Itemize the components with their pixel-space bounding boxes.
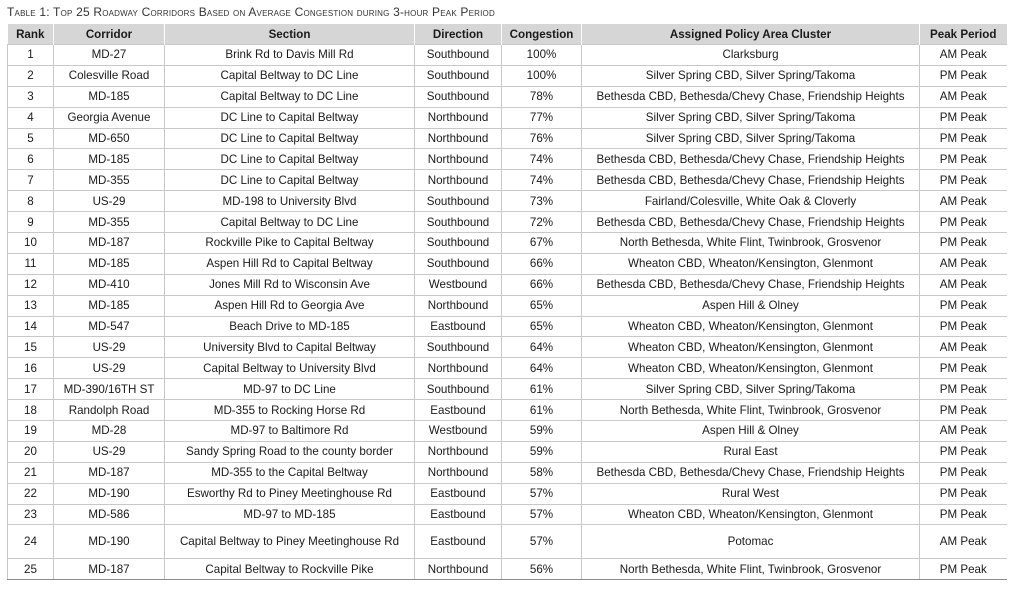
congestion-cell: 59% <box>502 441 582 462</box>
policy-area-cell: Silver Spring CBD, Silver Spring/Takoma <box>582 128 920 149</box>
peak-period-cell: PM Peak <box>920 462 1007 483</box>
direction-cell: Southbound <box>415 233 502 254</box>
column-header-rank: Rank <box>8 24 54 45</box>
congestion-cell: 65% <box>502 295 582 316</box>
column-header-corridor: Corridor <box>54 24 165 45</box>
peak-period-cell: PM Peak <box>920 295 1007 316</box>
table-row <box>8 400 1007 421</box>
section-cell: Jones Mill Rd to Wisconsin Ave <box>165 274 415 295</box>
policy-area-cell: North Bethesda, White Flint, Twinbrook, Grosvenor <box>582 233 920 254</box>
corridor-cell: MD-410 <box>54 274 165 295</box>
peak-period-cell: AM Peak <box>920 421 1007 442</box>
section-cell: Rockville Pike to Capital Beltway <box>165 233 415 254</box>
peak-period-cell: PM Peak <box>920 400 1007 421</box>
table-row <box>8 191 1007 212</box>
policy-area-cell: Potomac <box>582 525 920 559</box>
congestion-table <box>7 24 1007 580</box>
corridor-cell: MD-187 <box>54 559 165 580</box>
column-header-direction: Direction <box>415 24 502 45</box>
policy-area-cell: Wheaton CBD, Wheaton/Kensington, Glenmont <box>582 253 920 274</box>
table-row <box>8 253 1007 274</box>
section-cell: University Blvd to Capital Beltway <box>165 337 415 358</box>
corridor-cell: US-29 <box>54 441 165 462</box>
policy-area-cell: North Bethesda, White Flint, Twinbrook, Grosvenor <box>582 559 920 580</box>
corridor-cell: MD-185 <box>54 86 165 107</box>
policy-area-cell: Clarksburg <box>582 45 920 66</box>
table-row <box>8 170 1007 191</box>
corridor-cell: MD-355 <box>54 212 165 233</box>
peak-period-cell: AM Peak <box>920 45 1007 66</box>
policy-area-cell: Fairland/Colesville, White Oak & Cloverly <box>582 191 920 212</box>
policy-area-cell: Wheaton CBD, Wheaton/Kensington, Glenmont <box>582 337 920 358</box>
peak-period-cell: AM Peak <box>920 274 1007 295</box>
column-header-congestion: Congestion <box>502 24 582 45</box>
peak-period-cell: PM Peak <box>920 170 1007 191</box>
direction-cell: Eastbound <box>415 483 502 504</box>
congestion-cell: 100% <box>502 65 582 86</box>
direction-cell: Westbound <box>415 421 502 442</box>
congestion-cell: 57% <box>502 504 582 525</box>
policy-area-cell: Wheaton CBD, Wheaton/Kensington, Glenmont <box>582 358 920 379</box>
policy-area-cell: Aspen Hill & Olney <box>582 295 920 316</box>
table-row <box>8 441 1007 462</box>
table-row <box>8 316 1007 337</box>
rank-cell: 21 <box>8 462 54 483</box>
rank-cell: 11 <box>8 253 54 274</box>
direction-cell: Northbound <box>415 149 502 170</box>
rank-cell: 12 <box>8 274 54 295</box>
corridor-cell: MD-187 <box>54 233 165 254</box>
peak-period-cell: PM Peak <box>920 65 1007 86</box>
section-cell: MD-355 to the Capital Beltway <box>165 462 415 483</box>
rank-cell: 4 <box>8 107 54 128</box>
peak-period-cell: PM Peak <box>920 358 1007 379</box>
direction-cell: Westbound <box>415 274 502 295</box>
policy-area-cell: Silver Spring CBD, Silver Spring/Takoma <box>582 65 920 86</box>
table-header-row <box>8 24 1007 45</box>
rank-cell: 17 <box>8 379 54 400</box>
section-cell: MD-355 to Rocking Horse Rd <box>165 400 415 421</box>
section-cell: Aspen Hill Rd to Georgia Ave <box>165 295 415 316</box>
corridor-cell: MD-185 <box>54 149 165 170</box>
peak-period-cell: PM Peak <box>920 107 1007 128</box>
section-cell: Capital Beltway to University Blvd <box>165 358 415 379</box>
corridor-cell: Colesville Road <box>54 65 165 86</box>
policy-area-cell: Silver Spring CBD, Silver Spring/Takoma <box>582 107 920 128</box>
table-row <box>8 559 1007 580</box>
section-cell: DC Line to Capital Beltway <box>165 107 415 128</box>
section-cell: DC Line to Capital Beltway <box>165 149 415 170</box>
direction-cell: Southbound <box>415 379 502 400</box>
column-header-section: Section <box>165 24 415 45</box>
rank-cell: 14 <box>8 316 54 337</box>
section-cell: DC Line to Capital Beltway <box>165 128 415 149</box>
table-row <box>8 358 1007 379</box>
table-row <box>8 295 1007 316</box>
corridor-cell: MD-355 <box>54 170 165 191</box>
table-row <box>8 337 1007 358</box>
corridor-cell: MD-185 <box>54 295 165 316</box>
rank-cell: 2 <box>8 65 54 86</box>
table-row <box>8 45 1007 66</box>
table-row <box>8 421 1007 442</box>
direction-cell: Northbound <box>415 559 502 580</box>
peak-period-cell: PM Peak <box>920 559 1007 580</box>
direction-cell: Eastbound <box>415 316 502 337</box>
rank-cell: 8 <box>8 191 54 212</box>
corridor-cell: MD-547 <box>54 316 165 337</box>
section-cell: Capital Beltway to DC Line <box>165 65 415 86</box>
table-row <box>8 462 1007 483</box>
congestion-cell: 72% <box>502 212 582 233</box>
table-row <box>8 128 1007 149</box>
direction-cell: Southbound <box>415 45 502 66</box>
corridor-cell: US-29 <box>54 191 165 212</box>
direction-cell: Southbound <box>415 86 502 107</box>
rank-cell: 10 <box>8 233 54 254</box>
peak-period-cell: PM Peak <box>920 483 1007 504</box>
policy-area-cell: Wheaton CBD, Wheaton/Kensington, Glenmont <box>582 504 920 525</box>
congestion-cell: 77% <box>502 107 582 128</box>
policy-area-cell: Aspen Hill & Olney <box>582 421 920 442</box>
direction-cell: Eastbound <box>415 504 502 525</box>
congestion-cell: 61% <box>502 379 582 400</box>
section-cell: Beach Drive to MD-185 <box>165 316 415 337</box>
policy-area-cell: North Bethesda, White Flint, Twinbrook, Grosvenor <box>582 400 920 421</box>
direction-cell: Southbound <box>415 212 502 233</box>
congestion-cell: 74% <box>502 170 582 191</box>
direction-cell: Northbound <box>415 295 502 316</box>
direction-cell: Northbound <box>415 128 502 149</box>
table-row <box>8 212 1007 233</box>
congestion-cell: 74% <box>502 149 582 170</box>
rank-cell: 9 <box>8 212 54 233</box>
direction-cell: Northbound <box>415 358 502 379</box>
corridor-cell: MD-185 <box>54 253 165 274</box>
congestion-cell: 64% <box>502 358 582 379</box>
corridor-cell: MD-27 <box>54 45 165 66</box>
rank-cell: 1 <box>8 45 54 66</box>
corridor-cell: MD-390/16TH ST <box>54 379 165 400</box>
direction-cell: Northbound <box>415 107 502 128</box>
congestion-cell: 76% <box>502 128 582 149</box>
congestion-cell: 61% <box>502 400 582 421</box>
corridor-cell: MD-190 <box>54 483 165 504</box>
table-row <box>8 149 1007 170</box>
section-cell: MD-97 to Baltimore Rd <box>165 421 415 442</box>
peak-period-cell: PM Peak <box>920 441 1007 462</box>
congestion-cell: 57% <box>502 525 582 559</box>
corridor-cell: MD-190 <box>54 525 165 559</box>
rank-cell: 15 <box>8 337 54 358</box>
congestion-cell: 78% <box>502 86 582 107</box>
direction-cell: Northbound <box>415 462 502 483</box>
congestion-cell: 66% <box>502 274 582 295</box>
rank-cell: 19 <box>8 421 54 442</box>
section-cell: Esworthy Rd to Piney Meetinghouse Rd <box>165 483 415 504</box>
rank-cell: 25 <box>8 559 54 580</box>
corridor-cell: MD-650 <box>54 128 165 149</box>
rank-cell: 18 <box>8 400 54 421</box>
congestion-cell: 64% <box>502 337 582 358</box>
policy-area-cell: Bethesda CBD, Bethesda/Chevy Chase, Friendship Heights <box>582 149 920 170</box>
table-row <box>8 233 1007 254</box>
congestion-cell: 66% <box>502 253 582 274</box>
policy-area-cell: Rural West <box>582 483 920 504</box>
rank-cell: 23 <box>8 504 54 525</box>
congestion-cell: 67% <box>502 233 582 254</box>
section-cell: MD-97 to DC Line <box>165 379 415 400</box>
section-cell: Capital Beltway to Piney Meetinghouse Rd <box>165 525 415 559</box>
policy-area-cell: Bethesda CBD, Bethesda/Chevy Chase, Friendship Heights <box>582 170 920 191</box>
rank-cell: 16 <box>8 358 54 379</box>
peak-period-cell: PM Peak <box>920 128 1007 149</box>
direction-cell: Southbound <box>415 191 502 212</box>
table-row <box>8 65 1007 86</box>
policy-area-cell: Silver Spring CBD, Silver Spring/Takoma <box>582 379 920 400</box>
corridor-cell: MD-586 <box>54 504 165 525</box>
table-row <box>8 504 1007 525</box>
corridor-cell: US-29 <box>54 337 165 358</box>
corridor-cell: US-29 <box>54 358 165 379</box>
table-body <box>8 45 1007 580</box>
peak-period-cell: PM Peak <box>920 233 1007 254</box>
section-cell: Aspen Hill Rd to Capital Beltway <box>165 253 415 274</box>
congestion-cell: 59% <box>502 421 582 442</box>
congestion-cell: 100% <box>502 45 582 66</box>
rank-cell: 22 <box>8 483 54 504</box>
peak-period-cell: PM Peak <box>920 504 1007 525</box>
rank-cell: 20 <box>8 441 54 462</box>
direction-cell: Eastbound <box>415 525 502 559</box>
direction-cell: Southbound <box>415 253 502 274</box>
peak-period-cell: PM Peak <box>920 316 1007 337</box>
corridor-cell: Randolph Road <box>54 400 165 421</box>
policy-area-cell: Rural East <box>582 441 920 462</box>
policy-area-cell: Bethesda CBD, Bethesda/Chevy Chase, Friendship Heights <box>582 86 920 107</box>
direction-cell: Northbound <box>415 441 502 462</box>
peak-period-cell: PM Peak <box>920 379 1007 400</box>
table-row <box>8 274 1007 295</box>
peak-period-cell: PM Peak <box>920 149 1007 170</box>
rank-cell: 5 <box>8 128 54 149</box>
peak-period-cell: AM Peak <box>920 191 1007 212</box>
table-row <box>8 107 1007 128</box>
section-cell: Capital Beltway to Rockville Pike <box>165 559 415 580</box>
congestion-cell: 57% <box>502 483 582 504</box>
section-cell: Brink Rd to Davis Mill Rd <box>165 45 415 66</box>
direction-cell: Eastbound <box>415 400 502 421</box>
rank-cell: 3 <box>8 86 54 107</box>
table-row <box>8 483 1007 504</box>
rank-cell: 6 <box>8 149 54 170</box>
rank-cell: 7 <box>8 170 54 191</box>
congestion-cell: 73% <box>502 191 582 212</box>
rank-cell: 13 <box>8 295 54 316</box>
section-cell: MD-97 to MD-185 <box>165 504 415 525</box>
section-cell: Capital Beltway to DC Line <box>165 86 415 107</box>
table-caption: Table 1: Top 25 Roadway Corridors Based on Average Congestion during 3-hour Peak Period <box>7 5 495 19</box>
congestion-cell: 58% <box>502 462 582 483</box>
peak-period-cell: AM Peak <box>920 86 1007 107</box>
policy-area-cell: Bethesda CBD, Bethesda/Chevy Chase, Friendship Heights <box>582 274 920 295</box>
column-header-policy-area: Assigned Policy Area Cluster <box>582 24 920 45</box>
column-header-peak-period: Peak Period <box>920 24 1007 45</box>
policy-area-cell: Wheaton CBD, Wheaton/Kensington, Glenmont <box>582 316 920 337</box>
peak-period-cell: AM Peak <box>920 253 1007 274</box>
corridor-cell: MD-28 <box>54 421 165 442</box>
table-row <box>8 525 1007 559</box>
section-cell: Sandy Spring Road to the county border <box>165 441 415 462</box>
direction-cell: Southbound <box>415 65 502 86</box>
direction-cell: Northbound <box>415 170 502 191</box>
policy-area-cell: Bethesda CBD, Bethesda/Chevy Chase, Friendship Heights <box>582 212 920 233</box>
congestion-cell: 65% <box>502 316 582 337</box>
congestion-cell: 56% <box>502 559 582 580</box>
table-row <box>8 379 1007 400</box>
table-row <box>8 86 1007 107</box>
direction-cell: Southbound <box>415 337 502 358</box>
section-cell: MD-198 to University Blvd <box>165 191 415 212</box>
section-cell: Capital Beltway to DC Line <box>165 212 415 233</box>
policy-area-cell: Bethesda CBD, Bethesda/Chevy Chase, Friendship Heights <box>582 462 920 483</box>
corridor-cell: MD-187 <box>54 462 165 483</box>
peak-period-cell: PM Peak <box>920 212 1007 233</box>
rank-cell: 24 <box>8 525 54 559</box>
corridor-cell: Georgia Avenue <box>54 107 165 128</box>
section-cell: DC Line to Capital Beltway <box>165 170 415 191</box>
peak-period-cell: AM Peak <box>920 525 1007 559</box>
peak-period-cell: AM Peak <box>920 337 1007 358</box>
